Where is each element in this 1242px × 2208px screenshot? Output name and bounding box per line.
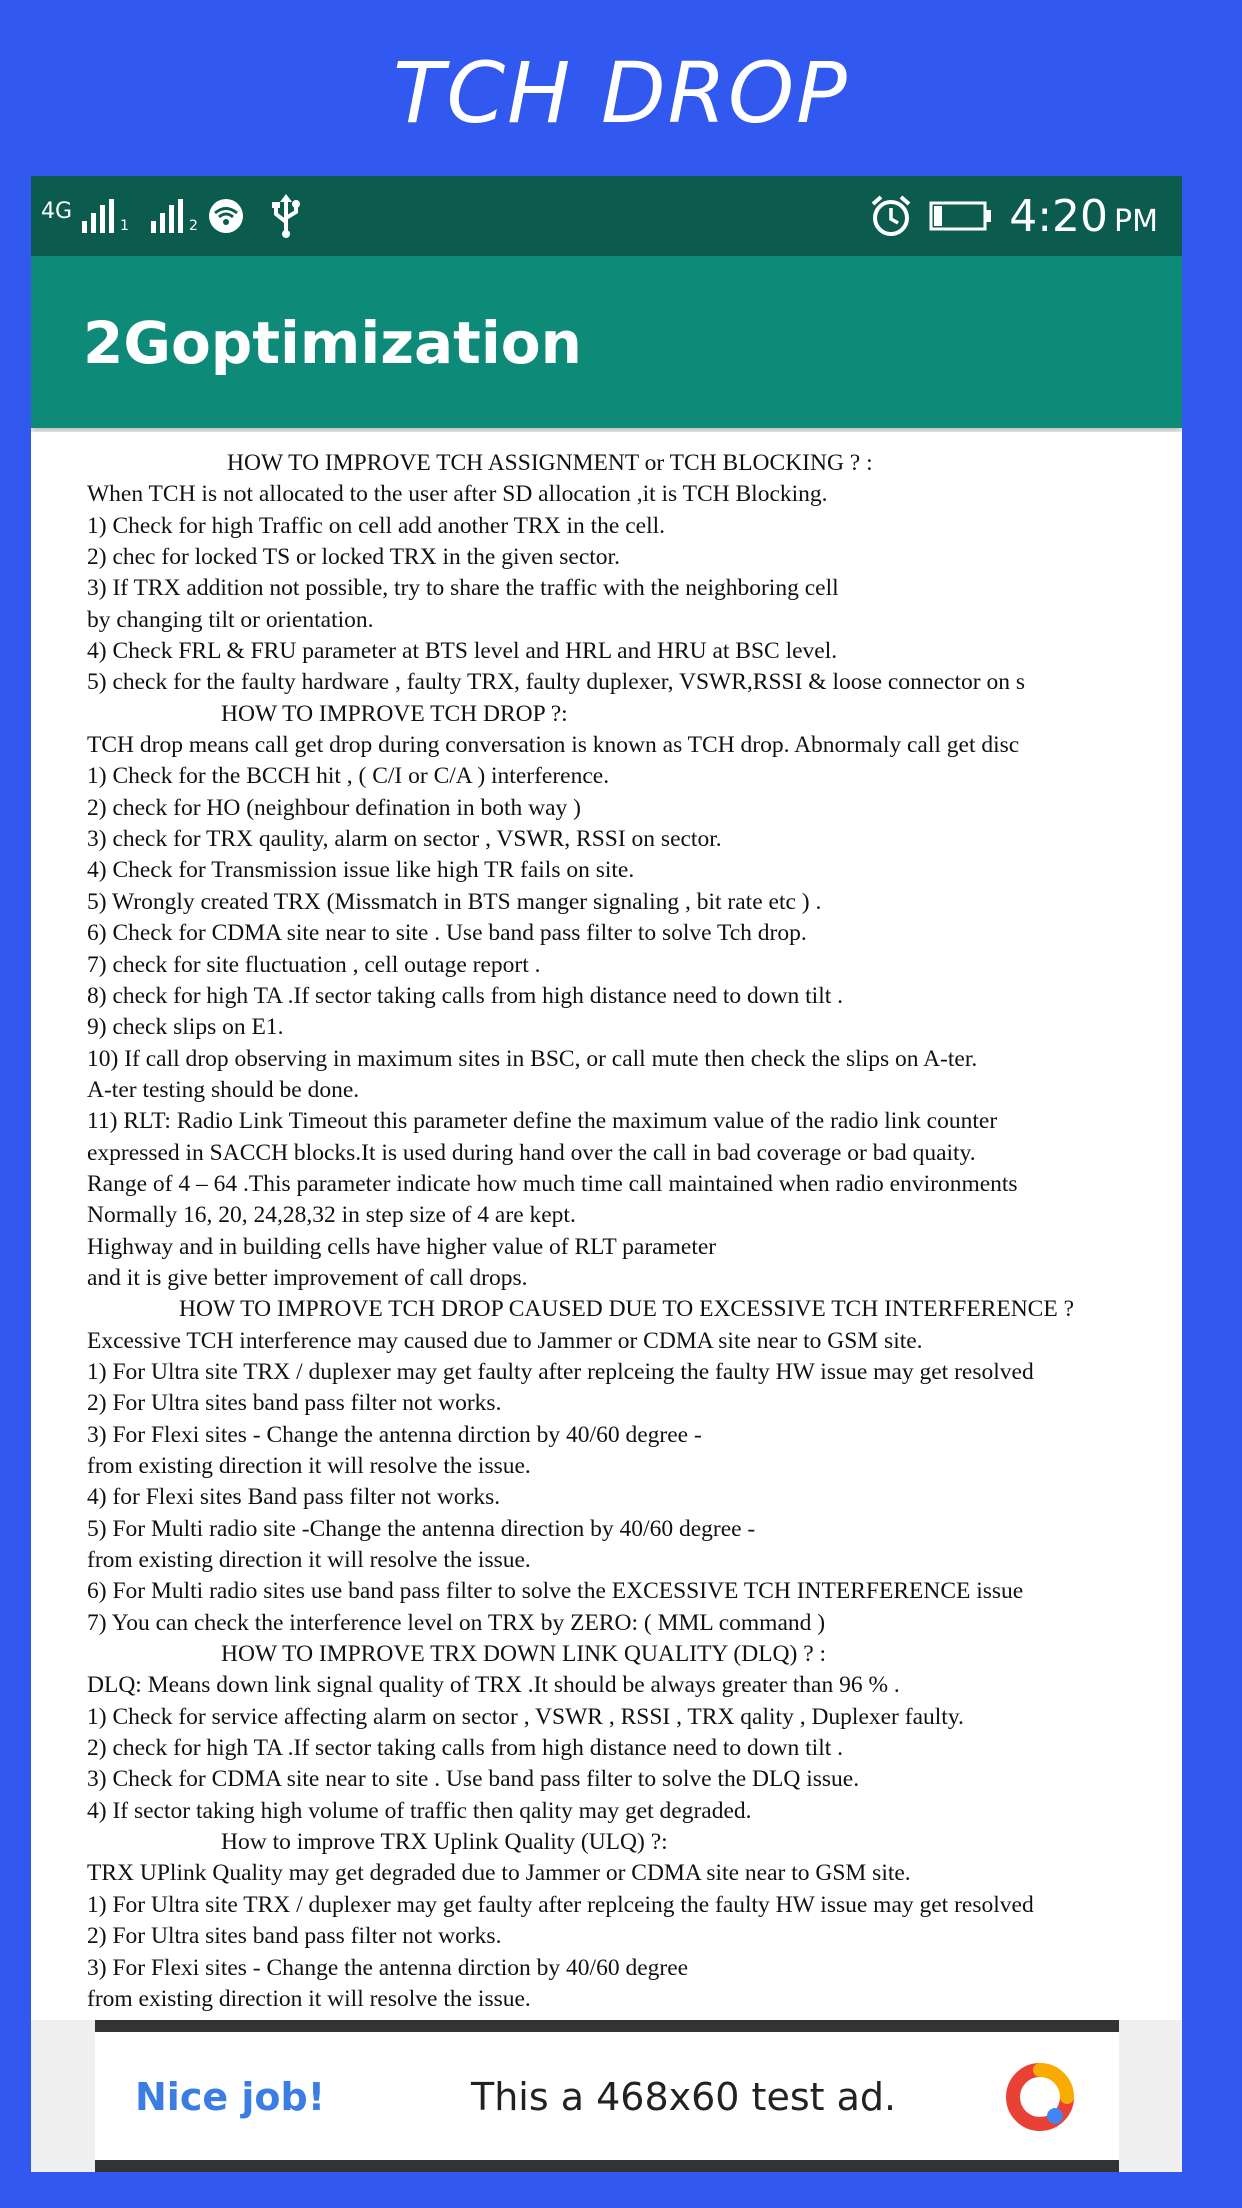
text-line: 10) If call drop observing in maximum sites in BSC, or call mute then check the slips on A-ter. [87,1045,978,1072]
status-bar-right [869,188,1158,244]
ad-badge: Nice job! [135,2075,326,2119]
status-bar-left [41,190,304,242]
text-line: TCH drop means call get drop during conversation is known as TCH drop. Abnormaly call get disc [87,732,1020,759]
alarm-icon [869,194,913,238]
text-line: 4) Check for Transmission issue like high TR fails on site. [87,857,635,884]
text-line: 1) For Ultra site TRX / duplexer may get faulty after replceing the faulty HW issue may get resolved [87,1891,1034,1918]
ad-banner-container [31,2020,1182,2172]
wifi-icon [208,198,244,234]
document-text [87,448,1182,2015]
text-line: 2) For Ultra sites band pass filter not works. [87,1923,502,1950]
section-heading: HOW TO IMPROVE TCH DROP CAUSED DUE TO EXCESSIVE TCH INTERFERENCE ? [179,1296,1075,1323]
text-line: 5) Wrongly created TRX (Missmatch in BTS manger signaling , bit rate etc ) . [87,888,822,915]
banner-title: TCH DROP [393,44,849,142]
text-line: 4) If sector taking high volume of traffic then qality may get degraded. [87,1797,752,1824]
text-line: A-ter testing should be done. [87,1076,360,1103]
signal-icon [82,199,129,233]
text-line: 3) check for TRX qaulity, alarm on sector , VSWR, RSSI on sector. [87,826,722,853]
text-line: 3) For Flexi sites - Change the antenna dirction by 40/60 degree [87,1954,689,1981]
text-line: 2) check for HO (neighbour defination in both way ) [87,794,582,821]
text-line: 1) Check for the BCCH hit , ( C/I or C/A ) interference. [87,763,610,790]
ad-text: This a 468x60 test ad. [471,2075,897,2119]
section-heading: HOW TO IMPROVE TCH ASSIGNMENT or TCH BLOCKING ? : [227,450,873,476]
text-line: from existing direction it will resolve the issue. [87,1453,531,1479]
text-line: 7) check for site fluctuation , cell outage report . [87,951,541,978]
text-line: 2) chec for locked TS or locked TRX in the given sector. [87,544,620,571]
text-line: When TCH is not allocated to the user after SD allocation ,it is TCH Blocking. [87,481,828,508]
sim1-label: 1 [120,218,129,234]
text-line: 1) For Ultra site TRX / duplexer may get faulty after replceing the faulty HW issue may get resolved [87,1358,1034,1385]
sim2-label: 2 [188,218,198,234]
battery-icon [929,201,993,231]
status-clock [1009,191,1158,242]
text-line: and it is give better improvement of call drops. [87,1264,528,1291]
text-line: 7) You can check the interference level on TRX by ZERO: ( MML command ) [87,1609,826,1636]
app-bar [31,256,1182,428]
section-heading: HOW TO IMPROVE TCH DROP ?: [221,700,568,727]
clock-time: 4:20 [1009,190,1109,242]
text-line: 4) Check FRL & FRU parameter at BTS level and HRL and HRU at BSC level. [87,638,838,665]
text-line: 4) for Flexi sites Band pass filter not works. [87,1484,501,1511]
status-bar [31,176,1182,256]
text-line: 5) For Multi radio site -Change the antenna direction by 40/60 degree - [87,1515,756,1542]
text-line: 1) Check for high Traffic on cell add another TRX in the cell. [87,512,666,539]
text-line: 1) Check for service affecting alarm on sector , VSWR , RSSI , TRX qality , Duplexer faulty. [87,1703,964,1730]
section-heading: HOW TO IMPROVE TRX DOWN LINK QUALITY (DLQ) ? : [221,1641,827,1668]
text-line: expressed in SACCH blocks.It is used during hand over the call in bad coverage or bad quaity. [87,1139,976,1166]
text-line: 9) check slips on E1. [87,1014,284,1041]
ad-banner[interactable] [95,2020,1119,2172]
text-line: 2) For Ultra sites band pass filter not works. [87,1390,502,1417]
text-line: 3) For Flexi sites - Change the antenna dirction by 40/60 degree - [87,1421,702,1448]
signal-icon [151,199,198,233]
text-line: DLQ: Means down link signal quality of TRX .It should be always greater than 96 % . [87,1672,900,1699]
text-line: TRX UPlink Quality may get degraded due to Jammer or CDMA site near to GSM site. [87,1860,911,1887]
ad-logo-icon [1005,2062,1075,2132]
text-line: Highway and in building cells have higher value of RLT parameter [87,1233,717,1260]
text-line: 6) Check for CDMA site near to site . Use band pass filter to solve Tch drop. [87,920,807,947]
text-line: 11) RLT: Radio Link Timeout this parameter define the maximum value of the radio link counter [87,1108,998,1135]
section-heading: How to improve TRX Uplink Quality (ULQ) ?: [221,1829,668,1856]
text-line: Normally 16, 20, 24,28,32 in step size of 4 are kept. [87,1202,576,1229]
text-line: 3) If TRX addition not possible, try to share the traffic with the neighboring cell [87,575,839,602]
text-line: from existing direction it will resolve the issue. [87,1547,531,1574]
text-line: 6) For Multi radio sites use band pass filter to solve the EXCESSIVE TCH INTERFERENCE issue [87,1578,1024,1605]
text-line: by changing tilt or orientation. [87,606,374,633]
text-line: 3) Check for CDMA site near to site . Use band pass filter to solve the DLQ issue. [87,1766,860,1793]
document-view[interactable] [31,432,1182,2020]
app-title: 2Goptimization [83,309,582,377]
text-line: from existing direction it will resolve the issue. [87,1985,531,2012]
text-line: 2) check for high TA .If sector taking calls from high distance need to down tilt . [87,1735,844,1762]
clock-ampm: PM [1114,203,1158,239]
text-line: 5) check for the faulty hardware , faulty TRX, faulty duplexer, VSWR,RSSI & loose connector on s [87,669,1025,696]
text-line: 8) check for high TA .If sector taking calls from high distance need to down tilt . [87,982,844,1009]
usb-icon [268,194,304,238]
phone-screen [31,176,1182,2172]
network-type-label: 4G [41,199,73,224]
text-line: Excessive TCH interference may caused due to Jammer or CDMA site near to GSM site. [87,1327,923,1354]
text-line: Range of 4 – 64 .This parameter indicate how much time call maintained when radio environments [87,1170,1018,1197]
